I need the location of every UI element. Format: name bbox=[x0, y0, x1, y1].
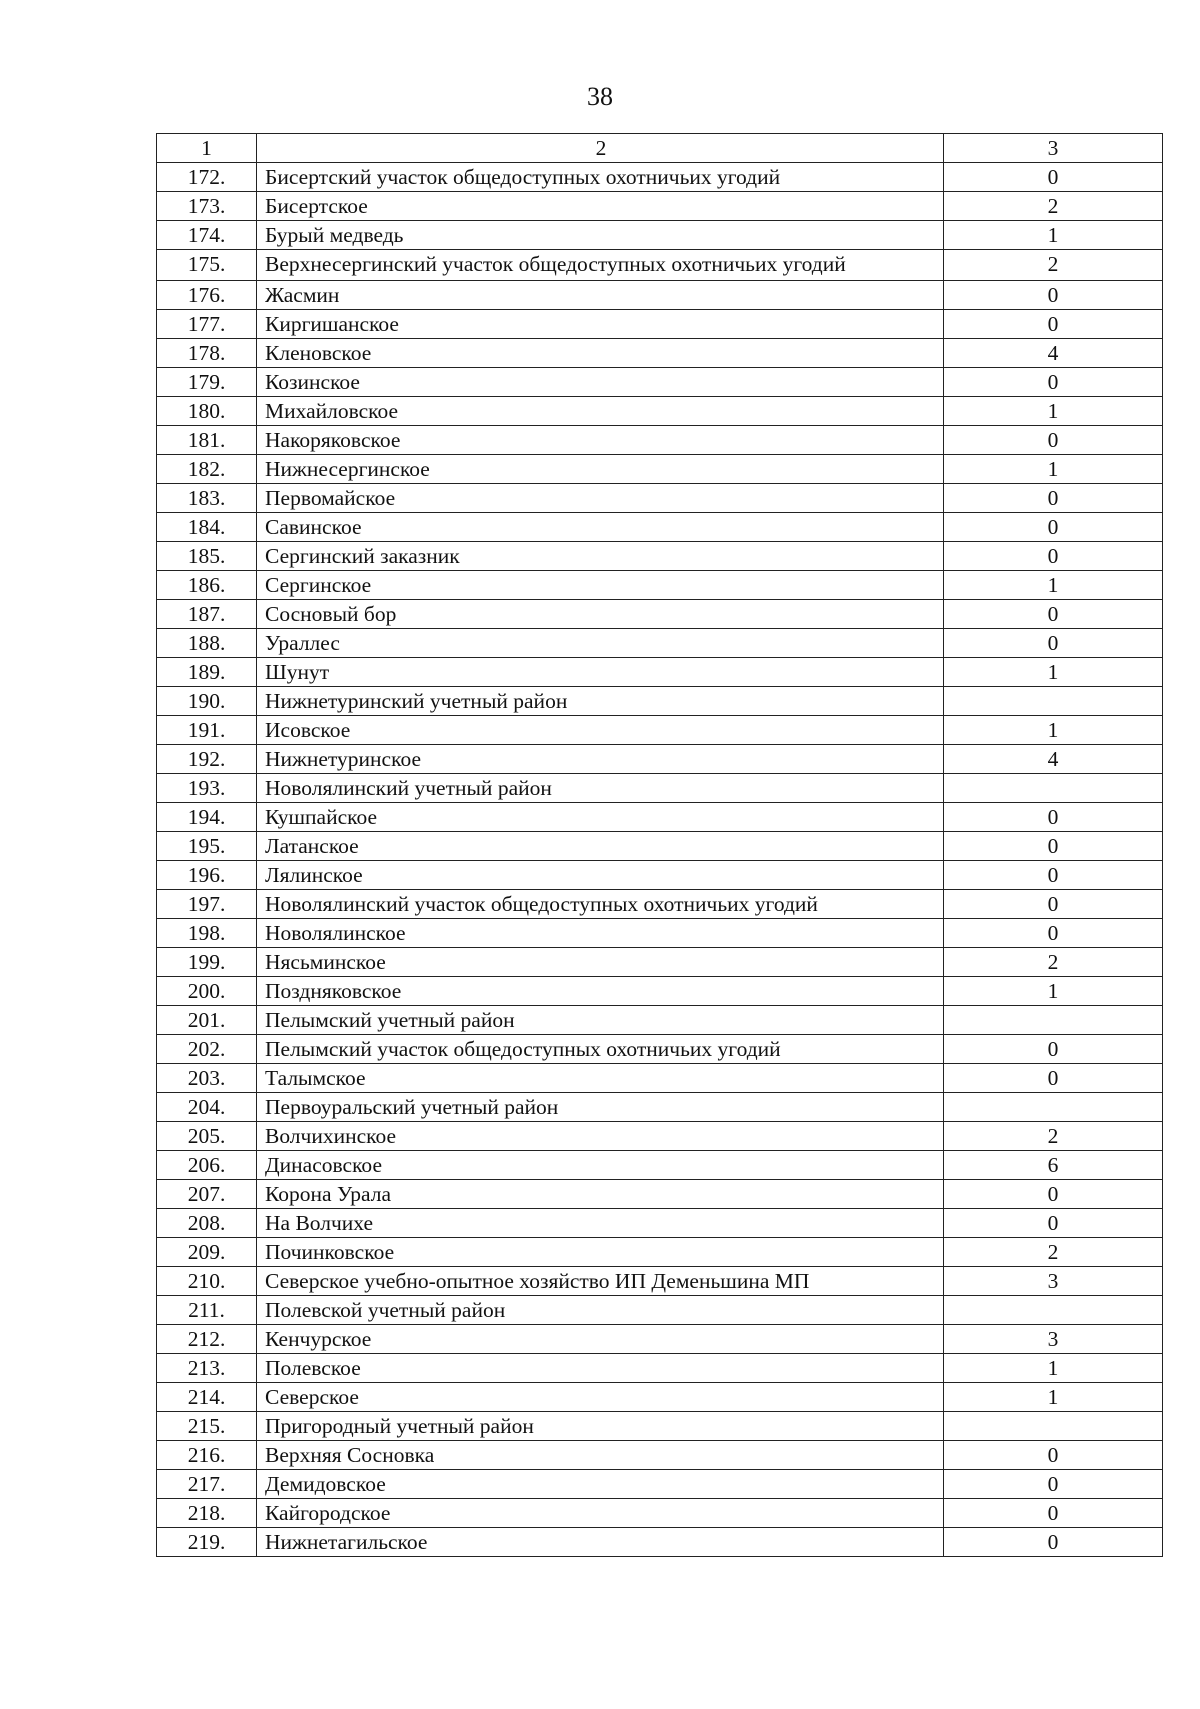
table-row bbox=[157, 281, 1163, 310]
row-value: 0 bbox=[944, 1528, 1163, 1557]
row-value: 0 bbox=[944, 919, 1163, 948]
row-value: 1 bbox=[944, 1354, 1163, 1383]
row-name: Сосновый бор bbox=[257, 600, 944, 629]
row-value bbox=[944, 1412, 1163, 1441]
row-number: 202. bbox=[157, 1035, 257, 1064]
header-col-1: 1 bbox=[157, 134, 257, 163]
table-row bbox=[157, 310, 1163, 339]
row-value: 0 bbox=[944, 861, 1163, 890]
row-value bbox=[944, 1093, 1163, 1122]
table-row bbox=[157, 571, 1163, 600]
row-name: Ураллес bbox=[257, 629, 944, 658]
row-name: Исовское bbox=[257, 716, 944, 745]
row-number: 174. bbox=[157, 221, 257, 250]
row-name: Козинское bbox=[257, 368, 944, 397]
row-name: Латанское bbox=[257, 832, 944, 861]
row-name: Полевское bbox=[257, 1354, 944, 1383]
row-number: 173. bbox=[157, 192, 257, 221]
table-row bbox=[157, 250, 1163, 281]
row-name: Корона Урала bbox=[257, 1180, 944, 1209]
row-number: 216. bbox=[157, 1441, 257, 1470]
row-number: 212. bbox=[157, 1325, 257, 1354]
table-row bbox=[157, 1180, 1163, 1209]
row-value: 0 bbox=[944, 310, 1163, 339]
row-name: Савинское bbox=[257, 513, 944, 542]
row-value: 0 bbox=[944, 163, 1163, 192]
table-row bbox=[157, 426, 1163, 455]
row-value: 1 bbox=[944, 716, 1163, 745]
row-name: Нижнетуринское bbox=[257, 745, 944, 774]
row-number: 181. bbox=[157, 426, 257, 455]
table-row bbox=[157, 1151, 1163, 1180]
row-number: 213. bbox=[157, 1354, 257, 1383]
row-name: Сергинское bbox=[257, 571, 944, 600]
table-row bbox=[157, 339, 1163, 368]
row-value bbox=[944, 1296, 1163, 1325]
row-name: Нясьминское bbox=[257, 948, 944, 977]
row-name: Шунут bbox=[257, 658, 944, 687]
row-number: 187. bbox=[157, 600, 257, 629]
row-value: 1 bbox=[944, 221, 1163, 250]
row-name: Пелымский учетный район bbox=[257, 1006, 944, 1035]
row-number: 205. bbox=[157, 1122, 257, 1151]
table-row bbox=[157, 455, 1163, 484]
page-number: 38 bbox=[587, 82, 613, 111]
row-name: Михайловское bbox=[257, 397, 944, 426]
table-row bbox=[157, 1296, 1163, 1325]
row-value bbox=[944, 1006, 1163, 1035]
row-value: 0 bbox=[944, 484, 1163, 513]
row-name: Кайгородское bbox=[257, 1499, 944, 1528]
row-number: 182. bbox=[157, 455, 257, 484]
row-value: 6 bbox=[944, 1151, 1163, 1180]
table-row bbox=[157, 1470, 1163, 1499]
table-row bbox=[157, 1093, 1163, 1122]
table-row bbox=[157, 1267, 1163, 1296]
row-number: 179. bbox=[157, 368, 257, 397]
table-row bbox=[157, 1122, 1163, 1151]
row-number: 178. bbox=[157, 339, 257, 368]
row-name: Нижнетуринский учетный район bbox=[257, 687, 944, 716]
table-row bbox=[157, 890, 1163, 919]
row-number: 203. bbox=[157, 1064, 257, 1093]
row-number: 211. bbox=[157, 1296, 257, 1325]
row-value: 1 bbox=[944, 1383, 1163, 1412]
row-name: Первомайское bbox=[257, 484, 944, 513]
row-name: Северское bbox=[257, 1383, 944, 1412]
table-row bbox=[157, 163, 1163, 192]
table-row bbox=[157, 919, 1163, 948]
row-name: Бисертское bbox=[257, 192, 944, 221]
row-number: 196. bbox=[157, 861, 257, 890]
row-number: 210. bbox=[157, 1267, 257, 1296]
table-header-row bbox=[157, 134, 1163, 163]
hunting-grounds-table bbox=[156, 133, 1163, 1557]
row-name: Демидовское bbox=[257, 1470, 944, 1499]
row-number: 215. bbox=[157, 1412, 257, 1441]
row-value: 3 bbox=[944, 1325, 1163, 1354]
row-value: 1 bbox=[944, 397, 1163, 426]
row-number: 219. bbox=[157, 1528, 257, 1557]
row-number: 191. bbox=[157, 716, 257, 745]
table-row bbox=[157, 977, 1163, 1006]
row-value: 0 bbox=[944, 832, 1163, 861]
table-row bbox=[157, 542, 1163, 571]
row-value: 0 bbox=[944, 629, 1163, 658]
row-value: 2 bbox=[944, 1122, 1163, 1151]
table-row bbox=[157, 1383, 1163, 1412]
row-number: 189. bbox=[157, 658, 257, 687]
row-value: 2 bbox=[944, 192, 1163, 221]
row-number: 206. bbox=[157, 1151, 257, 1180]
row-name: Первоуральский учетный район bbox=[257, 1093, 944, 1122]
table-row bbox=[157, 600, 1163, 629]
row-value: 0 bbox=[944, 1499, 1163, 1528]
row-number: 183. bbox=[157, 484, 257, 513]
table-row bbox=[157, 716, 1163, 745]
table-row bbox=[157, 1499, 1163, 1528]
row-number: 198. bbox=[157, 919, 257, 948]
row-name: Нижнетагильское bbox=[257, 1528, 944, 1557]
row-number: 192. bbox=[157, 745, 257, 774]
row-value: 2 bbox=[944, 1238, 1163, 1267]
row-name: Накоряковское bbox=[257, 426, 944, 455]
row-value: 0 bbox=[944, 1180, 1163, 1209]
row-name: На Волчихе bbox=[257, 1209, 944, 1238]
row-name: Кушпайское bbox=[257, 803, 944, 832]
row-name: Киргишанское bbox=[257, 310, 944, 339]
row-number: 172. bbox=[157, 163, 257, 192]
row-name: Жасмин bbox=[257, 281, 944, 310]
row-value: 1 bbox=[944, 571, 1163, 600]
row-name: Талымское bbox=[257, 1064, 944, 1093]
row-name: Лялинское bbox=[257, 861, 944, 890]
row-number: 188. bbox=[157, 629, 257, 658]
row-number: 190. bbox=[157, 687, 257, 716]
header-col-2: 2 bbox=[257, 134, 944, 163]
row-value: 0 bbox=[944, 600, 1163, 629]
row-value: 0 bbox=[944, 281, 1163, 310]
row-name: Новолялинское bbox=[257, 919, 944, 948]
table-row bbox=[157, 1035, 1163, 1064]
row-name: Пелымский участок общедоступных охотничьих угодий bbox=[257, 1035, 944, 1064]
row-name: Волчихинское bbox=[257, 1122, 944, 1151]
table-row bbox=[157, 774, 1163, 803]
table-row bbox=[157, 1412, 1163, 1441]
row-value: 2 bbox=[944, 948, 1163, 977]
table-row bbox=[157, 513, 1163, 542]
row-value: 0 bbox=[944, 368, 1163, 397]
row-number: 184. bbox=[157, 513, 257, 542]
row-number: 209. bbox=[157, 1238, 257, 1267]
table-row bbox=[157, 221, 1163, 250]
row-number: 214. bbox=[157, 1383, 257, 1412]
table-row bbox=[157, 803, 1163, 832]
row-value: 1 bbox=[944, 455, 1163, 484]
row-name: Бурый медведь bbox=[257, 221, 944, 250]
table-row bbox=[157, 1064, 1163, 1093]
row-name: Починковское bbox=[257, 1238, 944, 1267]
row-value: 4 bbox=[944, 339, 1163, 368]
row-value bbox=[944, 687, 1163, 716]
row-number: 195. bbox=[157, 832, 257, 861]
table-row bbox=[157, 948, 1163, 977]
table-row bbox=[157, 861, 1163, 890]
row-value: 0 bbox=[944, 890, 1163, 919]
header-col-3: 3 bbox=[944, 134, 1163, 163]
row-value: 1 bbox=[944, 658, 1163, 687]
row-number: 194. bbox=[157, 803, 257, 832]
row-number: 186. bbox=[157, 571, 257, 600]
row-value: 4 bbox=[944, 745, 1163, 774]
table-row bbox=[157, 745, 1163, 774]
table-row bbox=[157, 484, 1163, 513]
row-value: 2 bbox=[944, 250, 1163, 281]
row-number: 204. bbox=[157, 1093, 257, 1122]
row-value: 1 bbox=[944, 977, 1163, 1006]
table-row bbox=[157, 1238, 1163, 1267]
row-number: 177. bbox=[157, 310, 257, 339]
row-number: 200. bbox=[157, 977, 257, 1006]
row-name: Северское учебно-опытное хозяйство ИП Деменьшина МП bbox=[257, 1267, 944, 1296]
row-value: 0 bbox=[944, 426, 1163, 455]
row-value: 0 bbox=[944, 1441, 1163, 1470]
table-row bbox=[157, 1528, 1163, 1557]
row-name: Полевской учетный район bbox=[257, 1296, 944, 1325]
row-name: Кенчурское bbox=[257, 1325, 944, 1354]
table-row bbox=[157, 1209, 1163, 1238]
row-number: 185. bbox=[157, 542, 257, 571]
row-number: 199. bbox=[157, 948, 257, 977]
table-row bbox=[157, 1325, 1163, 1354]
row-number: 180. bbox=[157, 397, 257, 426]
table-row bbox=[157, 658, 1163, 687]
table-row bbox=[157, 192, 1163, 221]
row-value: 0 bbox=[944, 1209, 1163, 1238]
row-name: Поздняковское bbox=[257, 977, 944, 1006]
row-name: Верхнесергинский участок общедоступных охотничьих угодий bbox=[257, 250, 944, 281]
row-value: 0 bbox=[944, 1064, 1163, 1093]
row-value bbox=[944, 774, 1163, 803]
row-number: 176. bbox=[157, 281, 257, 310]
row-number: 197. bbox=[157, 890, 257, 919]
row-name: Новолялинский учетный район bbox=[257, 774, 944, 803]
row-number: 207. bbox=[157, 1180, 257, 1209]
table-row bbox=[157, 687, 1163, 716]
table-row bbox=[157, 1441, 1163, 1470]
table-row bbox=[157, 1006, 1163, 1035]
row-name: Нижнесергинское bbox=[257, 455, 944, 484]
row-value: 0 bbox=[944, 513, 1163, 542]
table-row bbox=[157, 397, 1163, 426]
row-number: 193. bbox=[157, 774, 257, 803]
row-name: Новолялинский участок общедоступных охотничьих угодий bbox=[257, 890, 944, 919]
row-number: 218. bbox=[157, 1499, 257, 1528]
table-row bbox=[157, 368, 1163, 397]
table-row bbox=[157, 629, 1163, 658]
row-name: Динасовское bbox=[257, 1151, 944, 1180]
row-value: 0 bbox=[944, 1470, 1163, 1499]
row-name: Пригородный учетный район bbox=[257, 1412, 944, 1441]
row-number: 175. bbox=[157, 250, 257, 281]
row-number: 208. bbox=[157, 1209, 257, 1238]
row-value: 0 bbox=[944, 542, 1163, 571]
row-value: 3 bbox=[944, 1267, 1163, 1296]
row-number: 217. bbox=[157, 1470, 257, 1499]
table-row bbox=[157, 832, 1163, 861]
row-name: Сергинский заказник bbox=[257, 542, 944, 571]
row-value: 0 bbox=[944, 1035, 1163, 1064]
row-number: 201. bbox=[157, 1006, 257, 1035]
row-name: Бисертский участок общедоступных охотничьих угодий bbox=[257, 163, 944, 192]
row-value: 0 bbox=[944, 803, 1163, 832]
row-name: Кленовское bbox=[257, 339, 944, 368]
row-name: Верхняя Сосновка bbox=[257, 1441, 944, 1470]
table-body bbox=[157, 134, 1163, 1557]
table-row bbox=[157, 1354, 1163, 1383]
